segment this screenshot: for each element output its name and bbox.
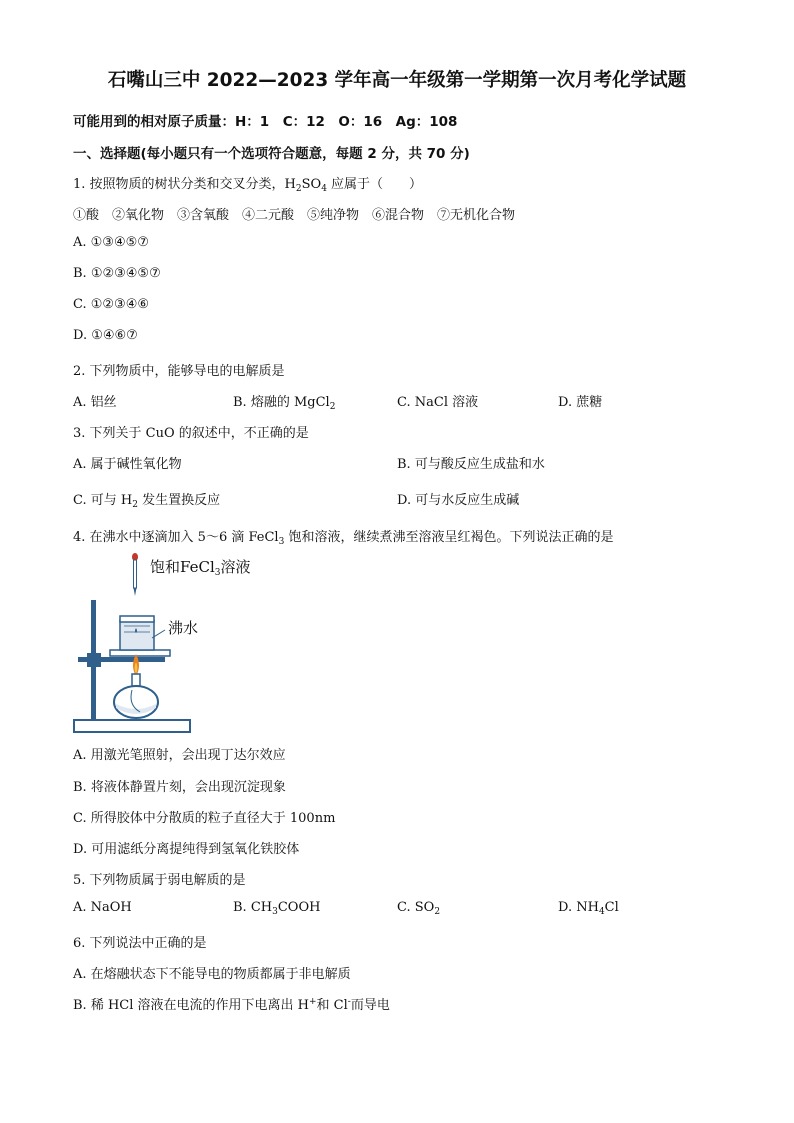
q1-sub: 4 [321,184,327,194]
q6-option-a: A. 在熔融状态下不能导电的物质都属于非电解质 [73,967,351,982]
q1-option-c: C. ①②③④⑥ [73,297,150,312]
q6-option-b [73,994,390,1013]
q1-stem-part: 1. 按照物质的树状分类和交叉分类，H [73,177,296,192]
q4-option-b: B. 将液体静置片刻，会出现沉淀现象 [73,780,286,795]
q3-c-text: C. 可与 H [73,493,133,508]
q1-option-d: D. ①④⑥⑦ [73,328,138,343]
section-heading: 一、选择题(每小题只有一个选项符合题意，每题 2 分，共 70 分) [73,146,470,162]
question-3-stem: 3. 下列关于 CuO 的叙述中，不正确的是 [73,426,309,441]
question-5-stem: 5. 下列物质属于弱电解质的是 [73,873,246,888]
q5-option-d [558,900,619,917]
q1-sub: 2 [295,184,302,194]
q5-c-sub: 2 [434,907,441,917]
q6-b-text: 而导电 [350,998,390,1013]
apparatus-figure [70,550,270,735]
fig-label-text: 饱和FeCl [150,558,215,576]
q4-option-c: C. 所得胶体中分散质的粒子直径大于 100nm [73,811,336,826]
q5-b-sub: 3 [272,907,278,917]
q6-b-sup: + [309,997,317,1007]
fig-label-text: 溶液 [220,558,251,576]
dropper-icon [132,553,138,596]
q1-option-b: B. ①②③④⑤⑦ [73,266,161,281]
q1-stem-part: 应属于（ ） [326,177,423,192]
q5-d-text: D. NH [558,900,599,915]
question-1-items: ①酸 ②氧化物 ③含氧酸 ④二元酸 ⑤纯净物 ⑥混合物 ⑦无机化合物 [73,208,516,223]
fig-label-boiling-water: 沸水 [168,619,199,637]
q3-option-b: B. 可与酸反应生成盐和水 [397,457,545,472]
q5-option-c [397,900,440,917]
q4-stem-part: 4. 在沸水中逐滴加入 5～6 滴 FeCl [73,530,279,545]
q4-option-a: A. 用激光笔照射，会出现丁达尔效应 [73,748,286,763]
question-4-stem [73,526,613,547]
q2-b-sub: 2 [329,402,336,412]
q6-b-text: 和 Cl [316,998,348,1013]
q1-stem-part: SO [301,177,322,192]
q3-option-c [73,489,220,510]
question-2-stem: 2. 下列物质中，能够导电的电解质是 [73,364,285,379]
alcohol-lamp [114,674,158,718]
q6-b-sup: - [347,997,351,1007]
beaker [120,616,154,650]
q2-option-d: D. 蔗糖 [558,395,603,410]
q5-option-b [233,900,320,917]
q5-b-text: B. CH [233,900,273,915]
atomic-masses: 可能用到的相对原子质量：H：1 C：12 O：16 Ag：108 [73,114,458,130]
q5-d-text: Cl [604,900,619,915]
q2-option-a: A. 铝丝 [73,395,117,410]
q2-b-text: B. 熔融的 MgCl [233,395,330,410]
q3-c-text: 发生置换反应 [137,493,221,508]
q2-option-b [233,391,335,412]
q1-option-a: A. ①③④⑤⑦ [73,235,149,250]
q4-sub: 3 [278,537,285,547]
question-6-stem: 6. 下列说法中正确的是 [73,936,207,951]
q3-c-sub: 2 [132,500,138,510]
q3-option-d: D. 可与水反应生成碱 [397,493,520,508]
q5-c-text: C. SO [397,900,435,915]
q4-option-d: D. 可用滤纸分离提纯得到氢氧化铁胶体 [73,842,300,857]
q5-b-text: COOH [277,900,321,915]
q5-d-sub: 4 [598,907,605,917]
stand-base [74,720,190,732]
fig-label-fecl3 [150,556,251,578]
ring-arm [100,657,165,662]
q2-option-c: C. NaCl 溶液 [397,395,479,410]
exam-title: 石嘴山三中 2022—2023 学年高一年级第一学期第一次月考化学试题 [107,70,687,91]
question-1-stem [73,173,422,194]
q4-stem-part: 饱和溶液，继续煮沸至溶液呈红褐色。下列说法正确的是 [284,530,614,545]
q5-option-a: A. NaOH [73,900,132,915]
wire-gauze [110,650,170,656]
q3-option-a: A. 属于碱性氧化物 [73,457,182,472]
stand-clamp [87,653,101,667]
fig-label-sub: 3 [214,568,221,578]
q6-b-text: B. 稀 HCl 溶液在电流的作用下电离出 H [73,998,309,1013]
